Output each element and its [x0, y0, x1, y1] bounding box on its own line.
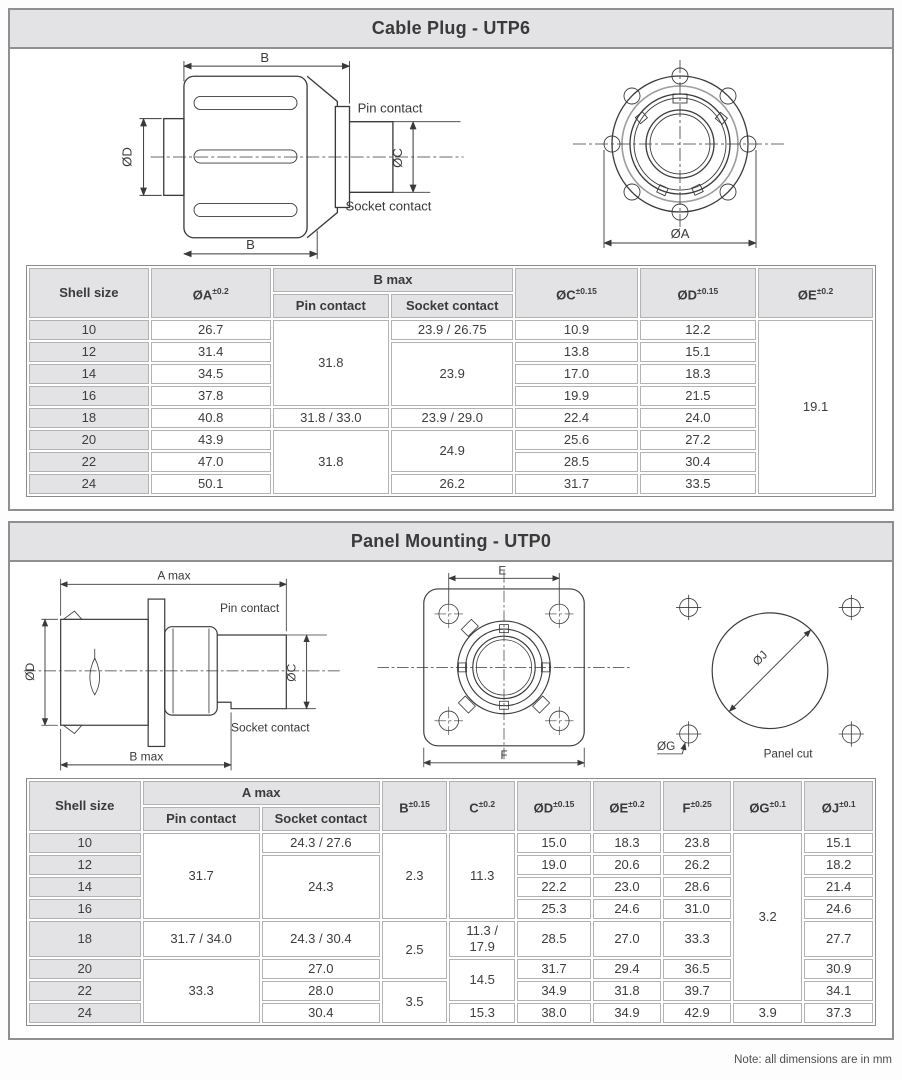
dimension-cell: 27.0: [262, 959, 380, 979]
pin-contact-label: Pin contact: [220, 600, 280, 615]
dimension-cell: 24.6: [804, 899, 873, 919]
dimension-cell: 33.5: [640, 474, 756, 494]
dim-label-f: F: [500, 750, 508, 763]
shell-size-cell: 10: [29, 833, 141, 853]
panel-cut-drawing: [648, 564, 892, 772]
dimension-cell: 2.3: [382, 833, 447, 919]
dimension-cell: 31.8: [273, 430, 389, 494]
dimension-cell: 25.3: [517, 899, 591, 919]
tolerance-superscript: ±0.1: [769, 798, 787, 809]
shell-size-cell: 24: [29, 474, 149, 494]
header-text: F: [682, 800, 691, 816]
dimension-cell: 19.9: [515, 386, 637, 406]
table-header-row: [29, 781, 873, 805]
dimension-cell: 13.8: [515, 342, 637, 362]
dimension-cell: 23.9: [391, 342, 513, 406]
panel-mounting-drawings: [10, 562, 892, 776]
col-header-dia-e: [758, 268, 873, 318]
dimension-cell: 28.5: [515, 452, 637, 472]
dimension-cell: 22.2: [517, 877, 591, 897]
col-header-dia-d: [517, 781, 591, 831]
col-header-c: [449, 781, 515, 831]
dimension-cell: 24.3 / 27.6: [262, 833, 380, 853]
dimension-cell: 31.4: [151, 342, 271, 362]
dimension-cell: 31.7 / 34.0: [143, 921, 260, 957]
dimension-cell: 26.7: [151, 320, 271, 340]
dimension-cell: 11.3: [449, 833, 515, 919]
dimension-cell: 42.9: [663, 1003, 731, 1023]
shell-size-cell: 12: [29, 342, 149, 362]
table-row: [29, 320, 873, 340]
dimension-cell: 30.4: [640, 452, 756, 472]
dimension-cell: 31.7: [517, 959, 591, 979]
section-cable-plug: [8, 8, 894, 511]
dimension-cell: 29.4: [593, 959, 662, 979]
col-header-b-max: B max: [273, 268, 514, 292]
table-row: [29, 408, 873, 428]
shell-size-cell: 18: [29, 921, 141, 957]
dimension-cell: 39.7: [663, 981, 731, 1001]
dimension-cell: 15.0: [517, 833, 591, 853]
table-row: [29, 342, 873, 362]
shell-size-cell: 12: [29, 855, 141, 875]
col-header-b: [382, 781, 447, 831]
dimension-cell: 21.5: [640, 386, 756, 406]
dimension-cell: 24.3 / 30.4: [262, 921, 380, 957]
table-row: [29, 430, 873, 450]
dimension-cell: 23.9 / 26.75: [391, 320, 513, 340]
cable-plug-table-wrap: [10, 263, 892, 509]
dimension-cell: 26.2: [663, 855, 731, 875]
dimension-cell: 34.9: [517, 981, 591, 1001]
pin-contact-label: Pin contact: [357, 100, 423, 116]
dimension-cell: 24.3: [262, 855, 380, 919]
col-header-dia-d: [640, 268, 756, 318]
dim-label-dia-d: ØD: [119, 147, 135, 167]
header-text: ØE: [609, 800, 629, 816]
section-title-cable-plug: Cable Plug - UTP6: [10, 10, 892, 49]
col-header-dia-g: [733, 781, 802, 831]
dim-label-dia-c: ØC: [389, 148, 405, 168]
table-header-row: [29, 268, 873, 292]
dimension-cell: 3.5: [382, 981, 447, 1023]
dimension-cell: 15.1: [804, 833, 873, 853]
panel-mount-front-view-drawing: [370, 564, 638, 769]
dim-label-b-max: B max: [129, 749, 164, 764]
dimension-cell: 15.1: [640, 342, 756, 362]
dimension-cell: 38.0: [517, 1003, 591, 1023]
dimension-cell: 10.9: [515, 320, 637, 340]
dim-label-b-bottom: B: [246, 236, 255, 252]
dimension-cell: 11.3 / 17.9: [449, 921, 515, 957]
panel-mounting-table-wrap: [10, 776, 892, 1038]
dimension-cell: 26.2: [391, 474, 513, 494]
col-header-shell-size: Shell size: [29, 781, 141, 831]
shell-size-cell: 16: [29, 386, 149, 406]
dimension-cell: 3.2: [733, 833, 802, 1001]
col-header-dia-a: [151, 268, 271, 318]
socket-contact-label: Socket contact: [345, 198, 432, 214]
dimension-cell: 31.8 / 33.0: [273, 408, 389, 428]
dimension-cell: 34.1: [804, 981, 873, 1001]
col-header-dia-j: [804, 781, 873, 831]
dim-label-dia-g: ØG: [657, 740, 676, 754]
dim-label-dia-d: ØD: [22, 662, 37, 681]
header-text: ØD: [677, 287, 698, 303]
dimension-cell: 12.2: [640, 320, 756, 340]
tolerance-superscript: ±0.15: [408, 798, 430, 809]
cable-plug-side-view-drawing: [97, 51, 497, 263]
header-text: ØE: [797, 287, 817, 303]
shell-size-cell: 20: [29, 430, 149, 450]
dimension-cell: 25.6: [515, 430, 637, 450]
dimension-cell: 34.9: [593, 1003, 662, 1023]
dim-label-b-top: B: [260, 51, 270, 66]
shell-size-cell: 22: [29, 452, 149, 472]
dimension-cell: 18.3: [593, 833, 662, 853]
dimension-cell: 31.8: [593, 981, 662, 1001]
dimension-cell: 30.4: [262, 1003, 380, 1023]
header-text: ØC: [556, 287, 576, 303]
shell-size-cell: 14: [29, 877, 141, 897]
shell-size-cell: 22: [29, 981, 141, 1001]
dimension-cell: 28.0: [262, 981, 380, 1001]
dimension-cell: 23.0: [593, 877, 662, 897]
dimension-cell: 30.9: [804, 959, 873, 979]
dimensions-note: Note: all dimensions are in mm: [734, 1054, 892, 1066]
dimension-cell: 27.0: [593, 921, 662, 957]
panel-mounting-dimensions-table: [26, 778, 876, 1026]
cable-plug-drawings: [10, 49, 892, 263]
dimension-cell: 14.5: [449, 959, 515, 1001]
dimension-cell: 28.6: [663, 877, 731, 897]
dim-label-dia-j: ØJ: [750, 648, 771, 669]
dim-label-dia-a: ØA: [670, 226, 690, 241]
header-text: ØJ: [821, 800, 840, 816]
dimension-cell: 34.5: [151, 364, 271, 384]
col-header-dia-e: [593, 781, 662, 831]
dimension-cell: 19.0: [517, 855, 591, 875]
dimension-cell: 22.4: [515, 408, 637, 428]
dimension-cell: 17.0: [515, 364, 637, 384]
tolerance-superscript: ±0.2: [212, 285, 229, 296]
dimension-cell: 23.8: [663, 833, 731, 853]
dimension-cell: 33.3: [143, 959, 260, 1023]
dimension-cell: 37.8: [151, 386, 271, 406]
table-row: [29, 474, 873, 494]
dimension-cell: 37.3: [804, 1003, 873, 1023]
dimension-cell: 27.7: [804, 921, 873, 957]
cable-plug-dimensions-table: [26, 265, 876, 497]
shell-size-cell: 14: [29, 364, 149, 384]
panel-cut-caption: Panel cut: [763, 747, 813, 761]
dimension-cell: 31.8: [273, 320, 389, 406]
shell-size-cell: 16: [29, 899, 141, 919]
tolerance-superscript: ±0.1: [839, 798, 856, 809]
col-header-dia-c: [515, 268, 637, 318]
dimension-cell: 2.5: [382, 921, 447, 979]
table-row: [29, 833, 873, 853]
dim-label-dia-c: ØC: [284, 663, 299, 682]
dimension-cell: 24.6: [593, 899, 662, 919]
header-text: ØG: [749, 800, 770, 816]
header-text: B: [399, 800, 409, 816]
dimension-cell: 31.0: [663, 899, 731, 919]
dim-label-e: E: [498, 565, 507, 578]
tolerance-superscript: ±0.2: [816, 285, 834, 296]
dimension-cell: 33.3: [663, 921, 731, 957]
tolerance-superscript: ±0.2: [478, 798, 496, 809]
tolerance-superscript: ±0.15: [575, 285, 597, 296]
socket-contact-label: Socket contact: [231, 720, 310, 735]
header-text: ØD: [533, 800, 554, 816]
dimension-cell: 18.2: [804, 855, 873, 875]
col-header-shell-size: Shell size: [29, 268, 149, 318]
tolerance-superscript: ±0.2: [628, 798, 645, 809]
shell-size-cell: 24: [29, 1003, 141, 1023]
cable-plug-front-view-drawing: [555, 51, 805, 263]
col-header-f: [663, 781, 731, 831]
col-header-pin-contact: Pin contact: [143, 807, 260, 831]
tolerance-superscript: ±0.25: [690, 798, 712, 809]
shell-size-cell: 20: [29, 959, 141, 979]
col-header-socket-contact: Socket contact: [391, 294, 513, 318]
col-header-pin-contact: Pin contact: [273, 294, 389, 318]
tolerance-superscript: ±0.15: [697, 285, 719, 296]
dimension-cell: 40.8: [151, 408, 271, 428]
shell-size-cell: 18: [29, 408, 149, 428]
dimension-cell: 24.0: [640, 408, 756, 428]
dimension-cell: 15.3: [449, 1003, 515, 1023]
shell-size-cell: 10: [29, 320, 149, 340]
dimension-cell: 27.2: [640, 430, 756, 450]
col-header-socket-contact: Socket contact: [262, 807, 380, 831]
col-header-a-max: A max: [143, 781, 380, 805]
dimension-cell: 24.9: [391, 430, 513, 472]
dimension-cell: 31.7: [143, 833, 260, 919]
header-text: C: [469, 800, 479, 816]
panel-mount-side-view-drawing: [10, 564, 360, 776]
dim-label-a-max: A max: [157, 568, 191, 583]
section-panel-mounting: [8, 521, 894, 1040]
dimension-cell: 20.6: [593, 855, 662, 875]
dimension-cell: 18.3: [640, 364, 756, 384]
tolerance-superscript: ±0.15: [553, 798, 575, 809]
dimension-cell: 36.5: [663, 959, 731, 979]
header-text: ØA: [192, 287, 213, 303]
dimension-cell: 19.1: [758, 320, 873, 494]
dimension-cell: 31.7: [515, 474, 637, 494]
dimension-cell: 47.0: [151, 452, 271, 472]
dimension-cell: 43.9: [151, 430, 271, 450]
dimension-cell: 21.4: [804, 877, 873, 897]
dimension-cell: 3.9: [733, 1003, 802, 1023]
dimension-cell: 28.5: [517, 921, 591, 957]
dimension-cell: 50.1: [151, 474, 271, 494]
section-title-panel-mounting: Panel Mounting - UTP0: [10, 523, 892, 562]
dimension-cell: 23.9 / 29.0: [391, 408, 513, 428]
